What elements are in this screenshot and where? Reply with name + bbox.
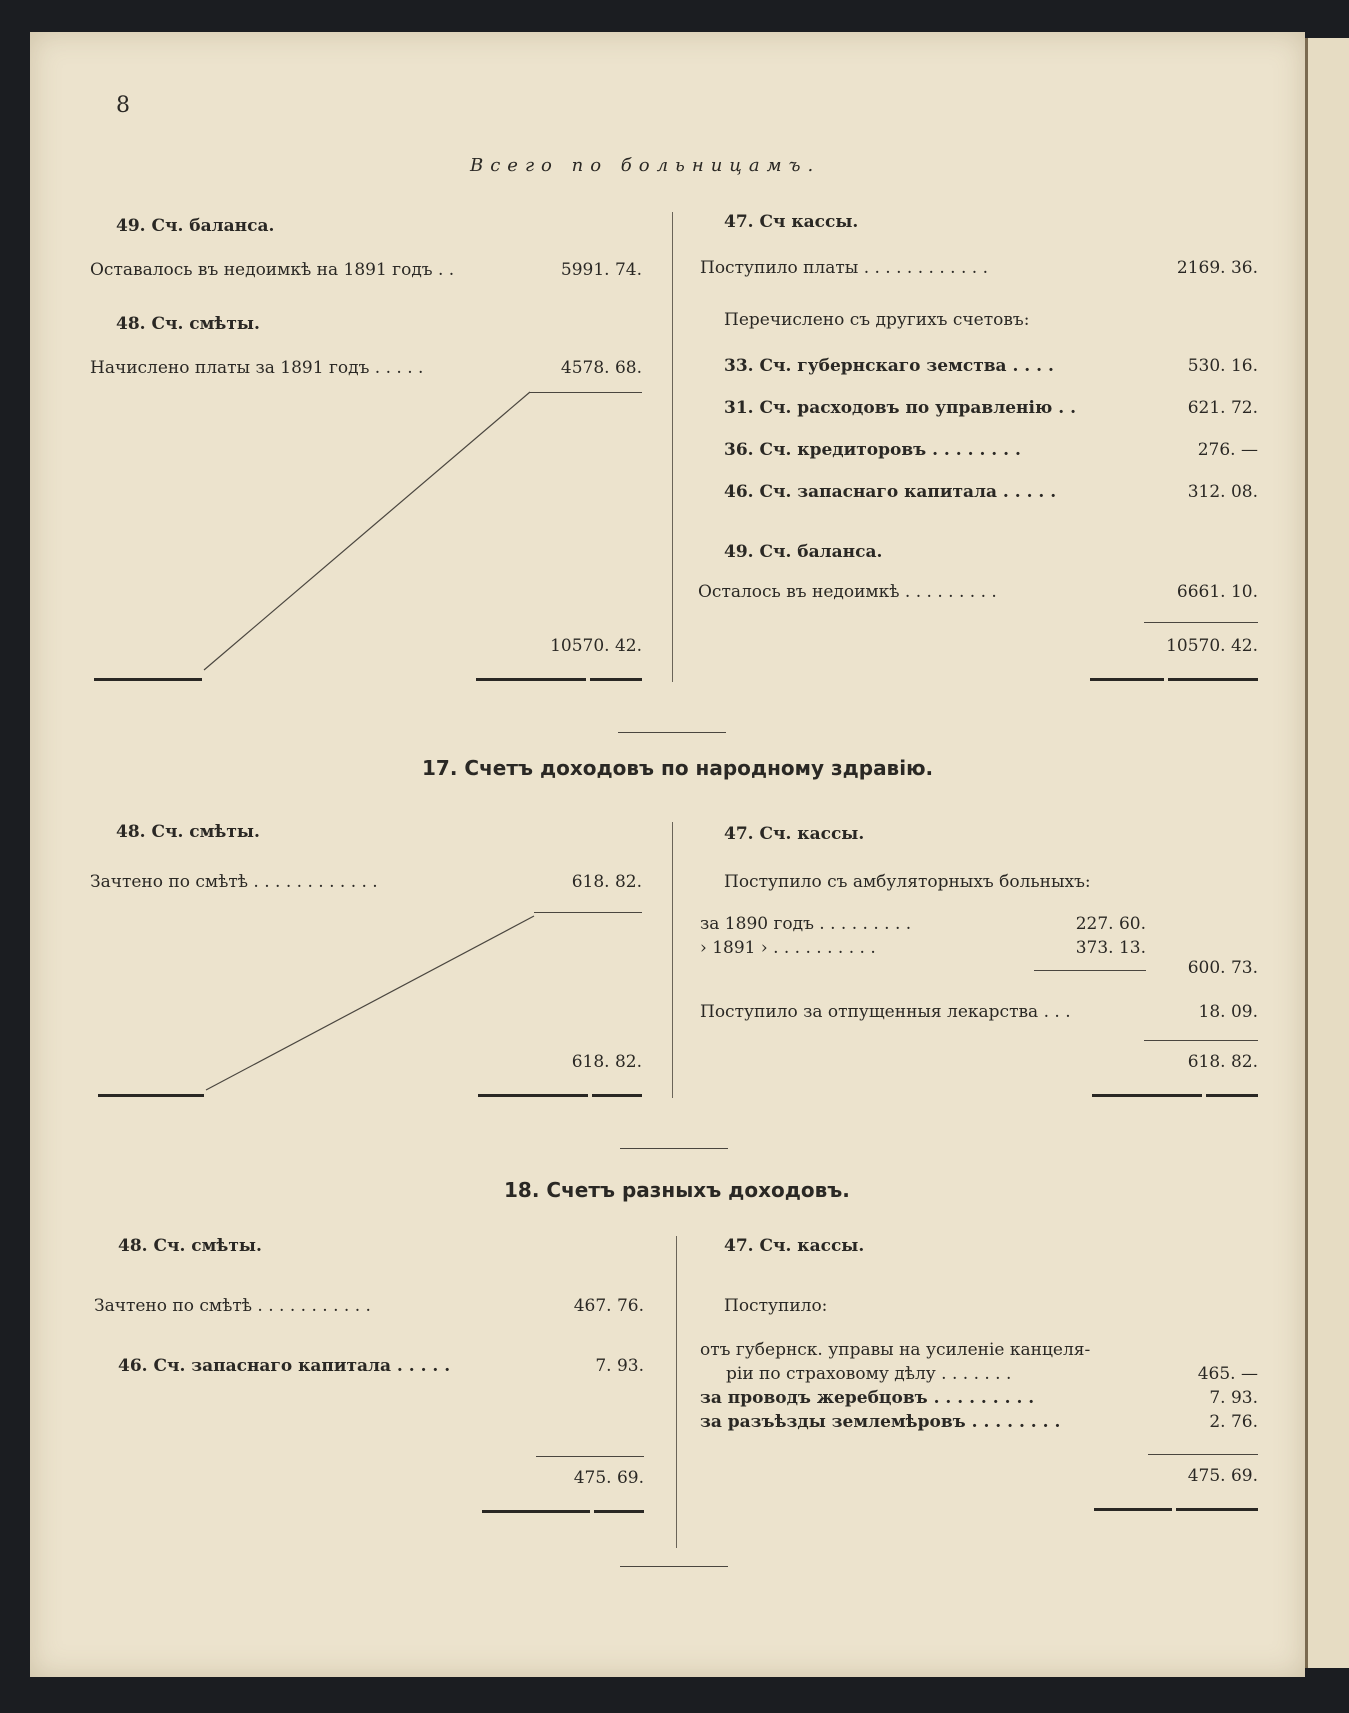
s1-right-item-amount: 312. 08. (1187, 482, 1258, 502)
s2-title: 17. Счетъ доходовъ по народному здравію. (422, 756, 934, 780)
s1-right-heading-balance: 49. Сч. баланса. (724, 542, 883, 562)
section-title: Всего по больницамъ. (470, 155, 821, 176)
s2-cancel-diagonal (206, 916, 534, 1090)
s1-right-item-amount: 621. 72. (1187, 398, 1258, 418)
s3-right-item2-amount: 7. 93. (1209, 1388, 1258, 1408)
s1-right-transfer-label: Перечислено съ другихъ счетовъ: (724, 310, 1030, 330)
s1-left-total: 10570. 42. (550, 636, 642, 656)
s3-left-line1-amount: 467. 76. (573, 1296, 644, 1316)
s2-left-line1-text: Зачтено по смѣтѣ . . . . . . . . . . . . (90, 872, 378, 892)
s3-right-item2-text: за проводъ жеребцовъ . . . . . . . . . (700, 1388, 1035, 1408)
s3-right-heading-cash: 47. Сч. кассы. (724, 1236, 865, 1256)
s3-right-item1-text-b: ріи по страховому дѣлу . . . . . . . (726, 1364, 1012, 1384)
s3-right-item1-text-a: отъ губернск. управы на усиленіе канцеля- (700, 1340, 1091, 1360)
s1-right-item-text: 31. Сч. расходовъ по управленію . . (724, 398, 1077, 418)
s1-cancel-diagonal (204, 392, 530, 670)
s1-right-item-text: 36. Сч. кредиторовъ . . . . . . . . (724, 440, 1021, 460)
page-number: 8 (116, 93, 130, 118)
s3-right-item1-amount: 465. — (1197, 1364, 1258, 1384)
s3-left-line2-amount: 7. 93. (595, 1356, 644, 1376)
s1-left-line2-text: Начислено платы за 1891 годъ . . . . . (90, 358, 424, 378)
s1-right-item-text: 33. Сч. губернскаго земства . . . . (724, 356, 1054, 376)
s1-right-heading-cash: 47. Сч кассы. (724, 212, 859, 232)
s3-right-total: 475. 69. (1187, 1466, 1258, 1486)
s2-right-sum-amount: 600. 73. (1187, 958, 1258, 978)
s3-left-line1-text: Зачтено по смѣтѣ . . . . . . . . . . . (94, 1296, 371, 1316)
s1-left-line1-text: Оставалось въ недоимкѣ на 1891 годъ . . (90, 260, 455, 280)
s2-right-medicine-text: Поступило за отпущенныя лекарства . . . (700, 1002, 1071, 1022)
s1-left-heading-estimate: 48. Сч. смѣты. (116, 314, 260, 334)
s3-title: 18. Счетъ разныхъ доходовъ. (504, 1178, 850, 1202)
s1-left-heading-balance: 49. Сч. баланса. (116, 216, 275, 236)
s1-right-rest-amount: 6661. 10. (1176, 582, 1258, 602)
s2-left-total: 618. 82. (571, 1052, 642, 1072)
s2-right-year1-text: за 1890 годъ . . . . . . . . . (700, 914, 912, 934)
s3-right-item3-amount: 2. 76. (1209, 1412, 1258, 1432)
s1-right-item-text: 46. Сч. запаснаго капитала . . . . . (724, 482, 1057, 502)
s3-left-total: 475. 69. (573, 1468, 644, 1488)
s1-right-item-amount: 530. 16. (1187, 356, 1258, 376)
s2-right-total: 618. 82. (1187, 1052, 1258, 1072)
s1-right-item-amount: 276. — (1197, 440, 1258, 460)
s2-left-line1-amount: 618. 82. (571, 872, 642, 892)
s2-right-year2-amount: 373. 13. (1075, 938, 1146, 958)
s1-right-line1-text: Поступило платы . . . . . . . . . . . . (700, 258, 988, 278)
s2-right-medicine-amount: 18. 09. (1198, 1002, 1258, 1022)
s1-left-line2-amount: 4578. 68. (560, 358, 642, 378)
s3-right-item3-text: за разъѣзды землемѣровъ . . . . . . . . (700, 1412, 1061, 1432)
s2-right-sub-label: Поступило съ амбуляторныхъ больныхъ: (724, 872, 1091, 892)
s3-right-sub-label: Поступило: (724, 1296, 828, 1316)
s2-right-year2-text: › 1891 › . . . . . . . . . . (700, 938, 876, 958)
s1-right-rest-text: Осталось въ недоимкѣ . . . . . . . . . (698, 582, 997, 602)
s2-left-heading-estimate: 48. Сч. смѣты. (116, 822, 260, 842)
s1-right-line1-amount: 2169. 36. (1176, 258, 1258, 278)
s3-left-heading-estimate: 48. Сч. смѣты. (118, 1236, 262, 1256)
s2-right-year1-amount: 227. 60. (1075, 914, 1146, 934)
s3-left-line2-text: 46. Сч. запаснаго капитала . . . . . (118, 1356, 451, 1376)
s1-right-total: 10570. 42. (1166, 636, 1258, 656)
s2-right-heading-cash: 47. Сч. кассы. (724, 824, 865, 844)
s1-left-line1-amount: 5991. 74. (560, 260, 642, 280)
